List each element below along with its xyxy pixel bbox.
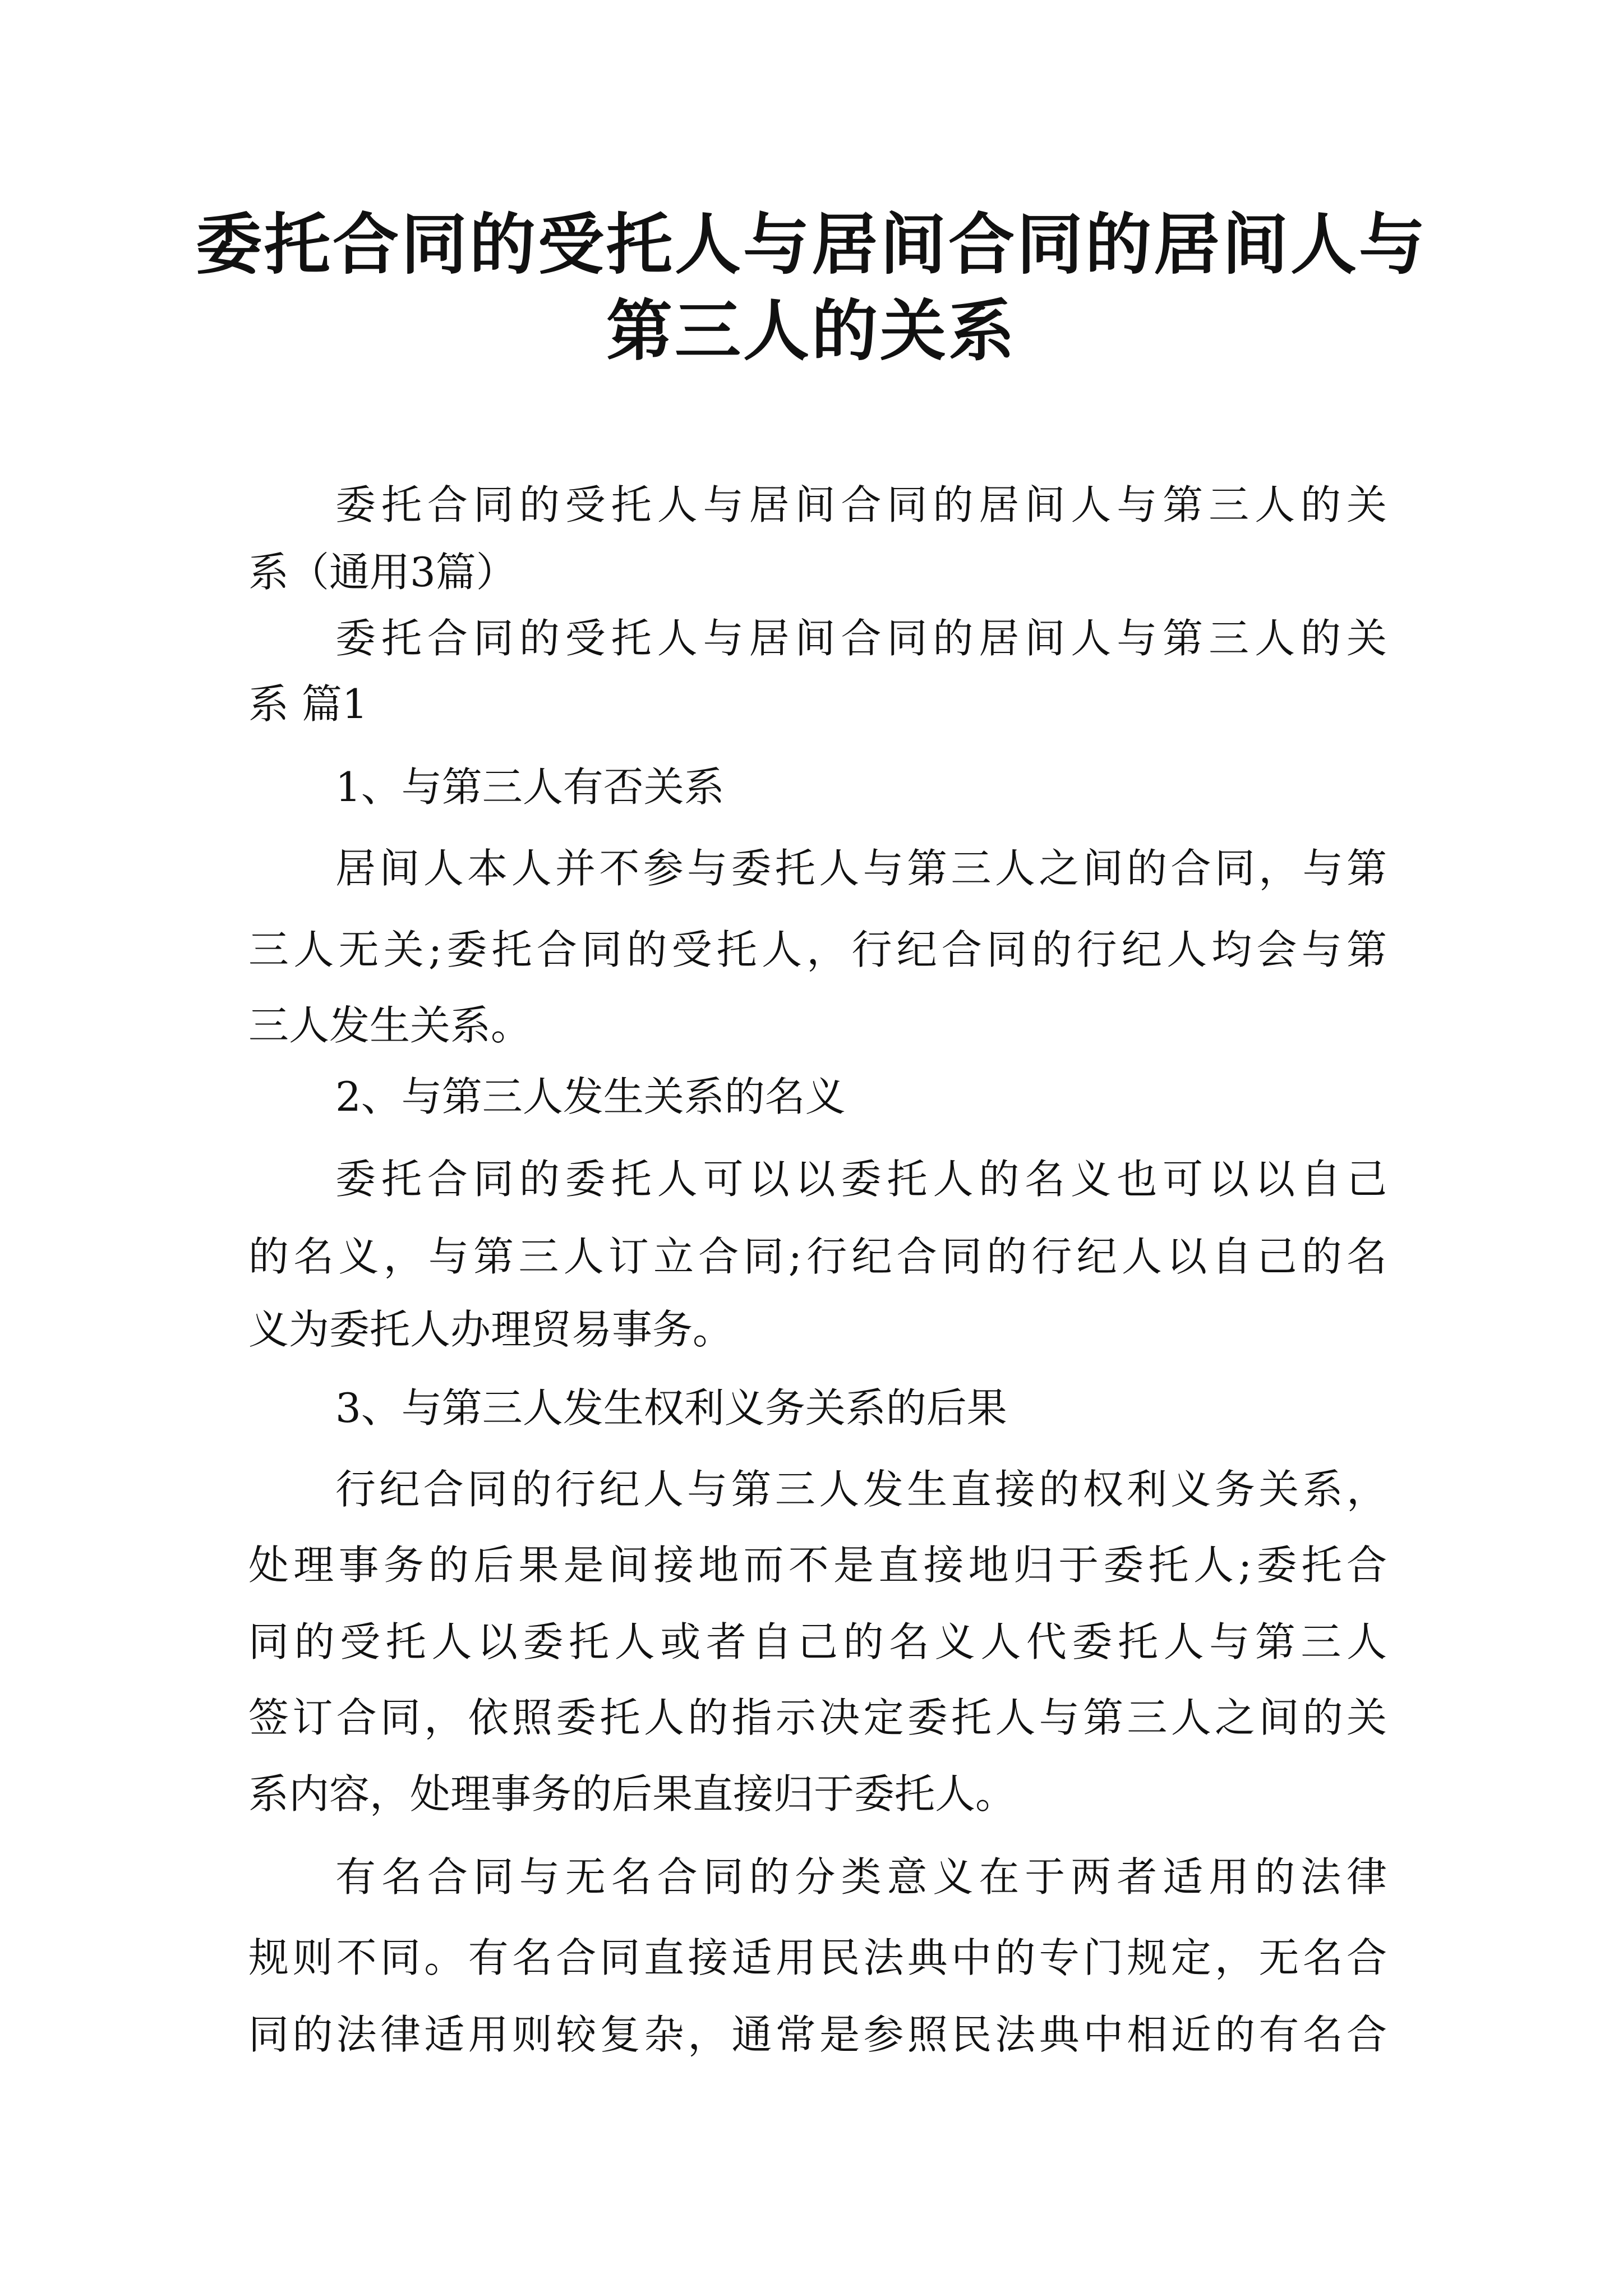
paragraph-line: 委托合同的委托人可以以委托人的名义也可以以自己 xyxy=(335,1156,1387,1203)
paragraph-line: 委托合同的受托人与居间合同的居间人与第三人的关 xyxy=(335,615,1387,662)
paragraph-line: 居间人本人并不参与委托人与第三人之间的合同，与第 xyxy=(335,845,1387,892)
section-heading: 3、与第三人发生权利义务关系的后果 xyxy=(335,1384,1007,1432)
paragraph-line: 同的法律适用则较复杂，通常是参照民法典中相近的有名合 xyxy=(248,2011,1387,2058)
paragraph-line: 行纪合同的行纪人与第三人发生直接的权利义务关系， xyxy=(335,1466,1387,1513)
paragraph-line: 系（通用3篇） xyxy=(248,549,517,596)
paragraph-line: 系 篇1 xyxy=(248,680,368,728)
paragraph-line: 三人无关;委托合同的受托人，行纪合同的行纪人均会与第 xyxy=(248,926,1387,973)
paragraph-line: 的名义，与第三人订立合同;行纪合同的行纪人以自己的名 xyxy=(248,1233,1387,1280)
paragraph-line: 处理事务的后果是间接地而不是直接地归于委托人;委托合 xyxy=(248,1542,1387,1589)
paragraph-line: 系内容，处理事务的后果直接归于委托人。 xyxy=(248,1770,1016,1818)
paragraph-line: 义为委托人办理贸易事务。 xyxy=(248,1306,734,1353)
document-title-line-1: 委托合同的受托人与居间合同的居间人与 xyxy=(195,205,1427,283)
paragraph-line: 委托合同的受托人与居间合同的居间人与第三人的关 xyxy=(335,481,1387,528)
paragraph-line: 三人发生关系。 xyxy=(248,1002,532,1049)
paragraph-line: 同的受托人以委托人或者自己的名义人代委托人与第三人 xyxy=(248,1618,1387,1665)
paragraph-line: 规则不同。有名合同直接适用民法典中的专门规定，无名合 xyxy=(248,1934,1387,1981)
section-heading: 1、与第三人有否关系 xyxy=(335,763,725,811)
paragraph-line: 有名合同与无名合同的分类意义在于两者适用的法律 xyxy=(335,1853,1387,1901)
document-title-line-2: 第三人的关系 xyxy=(606,292,1017,370)
paragraph-line: 签订合同，依照委托人的指示决定委托人与第三人之间的关 xyxy=(248,1694,1387,1741)
section-heading: 2、与第三人发生关系的名义 xyxy=(335,1073,846,1120)
